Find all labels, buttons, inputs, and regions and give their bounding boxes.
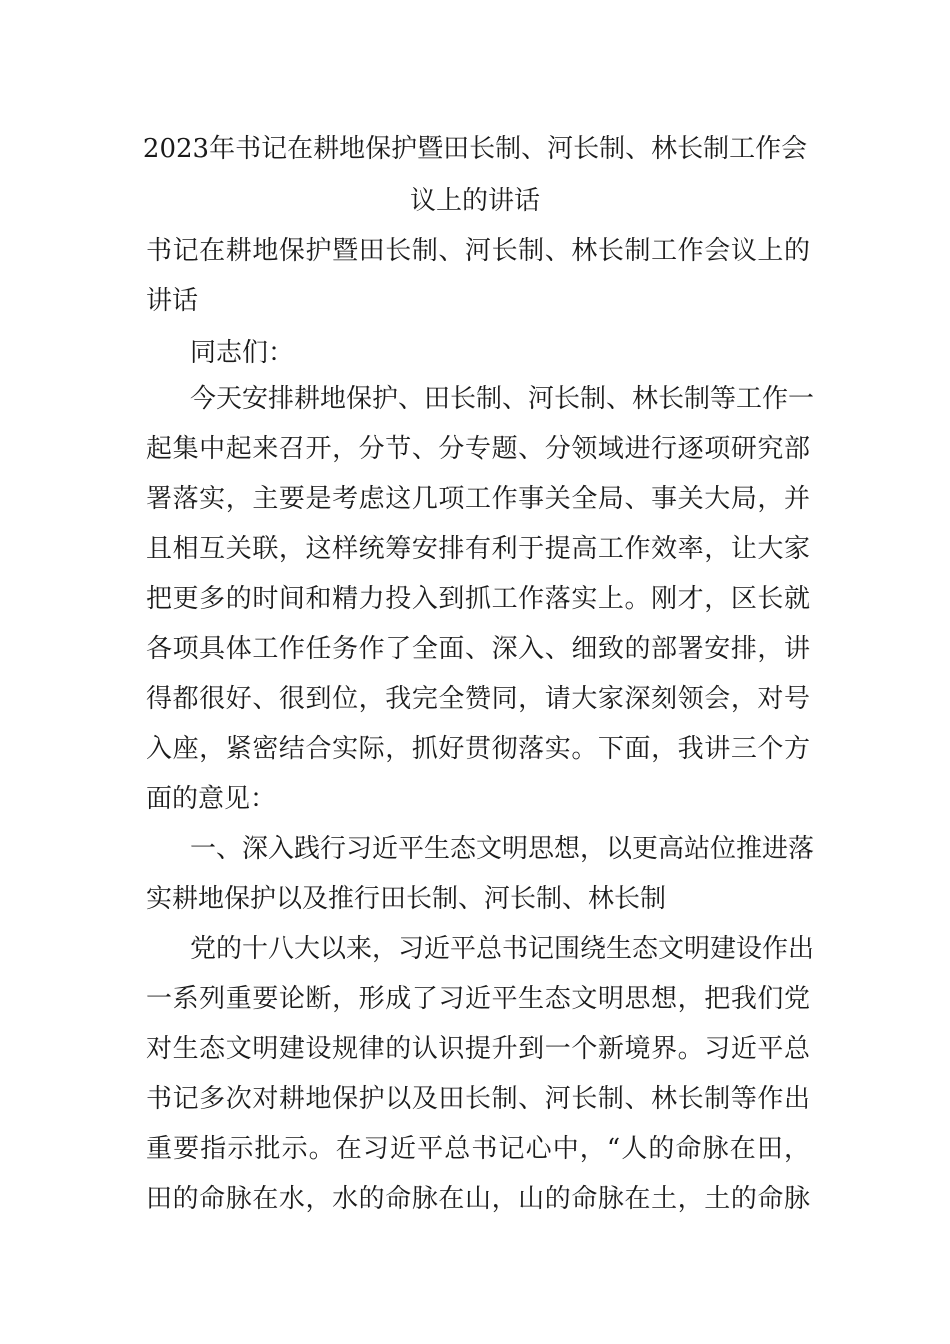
paragraph-2-line: 党的十八大以来，习近平总书记围绕生态文明建设作出 bbox=[190, 934, 815, 964]
section-heading-line: 一、深入践行习近平生态文明思想，以更高站位推进落 bbox=[190, 834, 815, 864]
salutation: 同志们： bbox=[190, 338, 295, 368]
section-heading-line: 实耕地保护以及推行田长制、河长制、林长制 bbox=[146, 884, 667, 914]
paragraph-2-line: 书记多次对耕地保护以及田长制、河长制、林长制等作出 bbox=[146, 1084, 810, 1114]
document-title-line-2: 议上的讲话 bbox=[409, 186, 540, 216]
paragraph-2-line: 田的命脉在水，水的命脉在山，山的命脉在土，土的命脉 bbox=[146, 1184, 810, 1214]
subtitle-line-2: 讲话 bbox=[146, 286, 199, 316]
paragraph-1-line: 起集中起来召开，分节、分专题、分领域进行逐项研究部 bbox=[146, 434, 810, 464]
paragraph-2-line: 重要指示批示。在习近平总书记心中，“人的命脉在田， bbox=[146, 1134, 810, 1164]
paragraph-1-line: 面的意见： bbox=[146, 784, 277, 814]
paragraph-2-line: 一系列重要论断，形成了习近平生态文明思想，把我们党 bbox=[146, 984, 810, 1014]
paragraph-1-line: 各项具体工作任务作了全面、深入、细致的部署安排，讲 bbox=[146, 634, 810, 664]
paragraph-1-line: 得都很好、很到位，我完全赞同，请大家深刻领会，对号 bbox=[146, 684, 810, 714]
paragraph-1-line: 今天安排耕地保护、田长制、河长制、林长制等工作一 bbox=[190, 384, 815, 414]
document-title-line-1: 2023年书记在耕地保护暨田长制、河长制、林长制工作会 bbox=[142, 134, 808, 164]
paragraph-1-line: 把更多的时间和精力投入到抓工作落实上。刚才，区长就 bbox=[146, 584, 810, 614]
subtitle-line-1: 书记在耕地保护暨田长制、河长制、林长制工作会议上的 bbox=[146, 236, 810, 266]
paragraph-1-line: 且相互关联，这样统筹安排有利于提高工作效率，让大家 bbox=[146, 534, 810, 564]
paragraph-1-line: 入座，紧密结合实际，抓好贯彻落实。下面，我讲三个方 bbox=[146, 734, 810, 764]
paragraph-1-line: 署落实，主要是考虑这几项工作事关全局、事关大局，并 bbox=[146, 484, 810, 514]
paragraph-2-line: 对生态文明建设规律的认识提升到一个新境界。习近平总 bbox=[146, 1034, 810, 1064]
